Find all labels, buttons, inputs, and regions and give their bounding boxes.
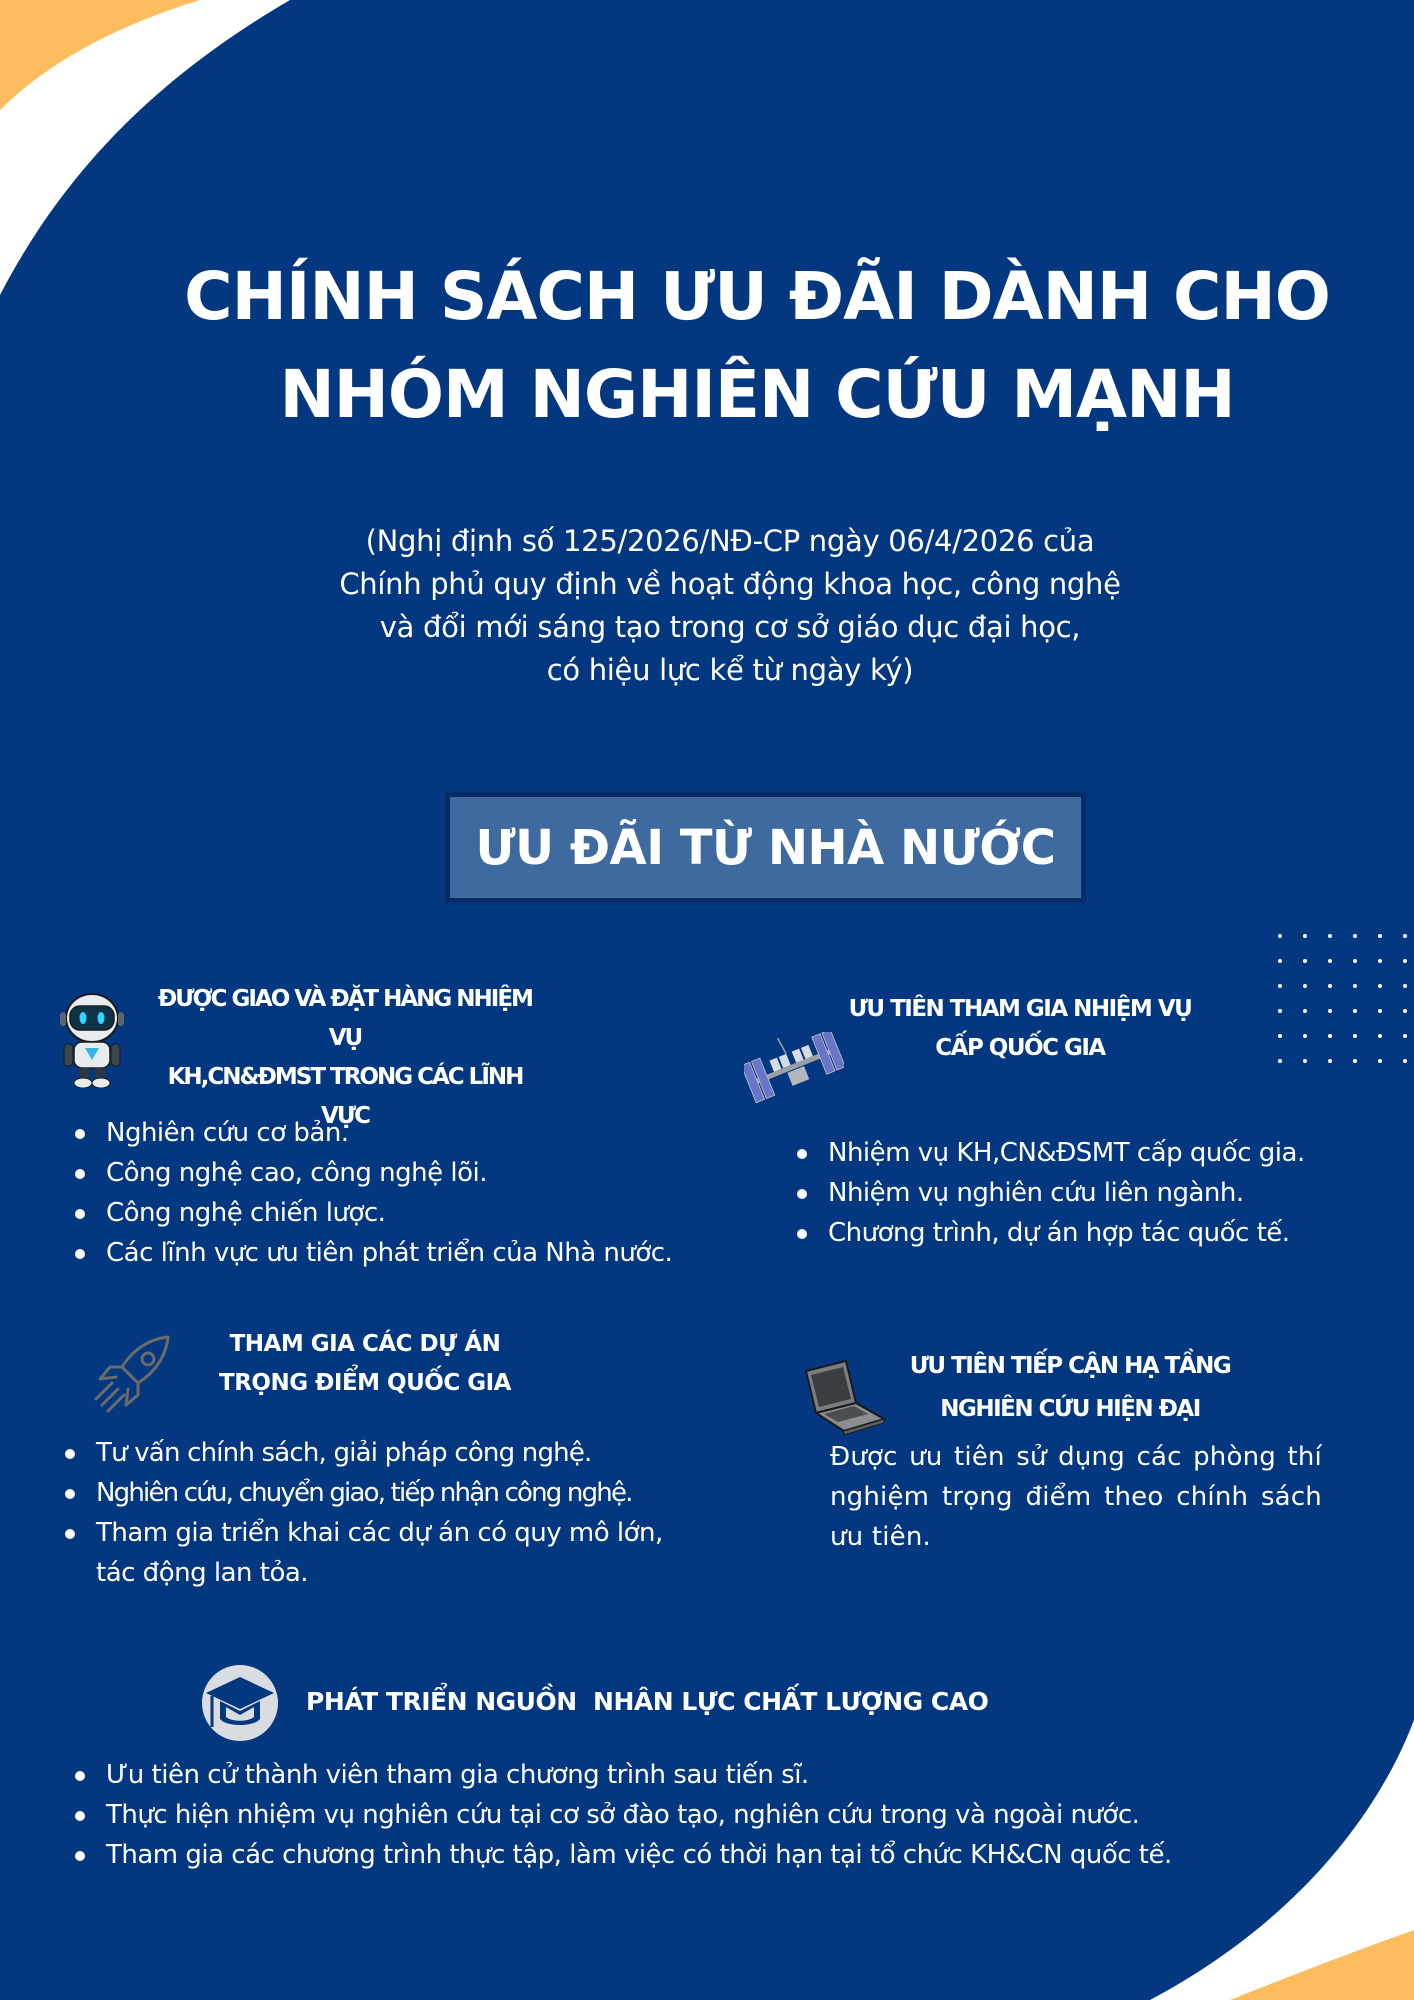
card-paragraph: Được ưu tiên sử dụng các phòng thí nghiệm trọng điểm theo chính sách ưu tiên. [830,1442,1322,1552]
card-title [830,990,1210,1068]
list-item: Công nghệ chiến lược. [72,1193,732,1233]
card-bullet-list [62,1433,702,1593]
dot [1301,932,1326,957]
list-item: Nhiệm vụ nghiên cứu liên ngành. [794,1173,1414,1213]
card-title-line: THAM GIA CÁC DỰ ÁN [229,1331,501,1357]
card-bullet-list [72,1755,1392,1875]
list-item: Nghiên cứu cơ bản. [72,1113,732,1153]
card-modern-infrastructure [790,1345,1390,1575]
card-key-projects [0,1325,720,1605]
list-item: Công nghệ cao, công nghệ lõi. [72,1153,732,1193]
card-title-line: CẤP QUỐC GIA [935,1035,1105,1061]
list-item: Tham gia triển khai các dự án có quy mô lớn, tác động lan tỏa. [62,1513,702,1593]
list-item: Tham gia các chương trình thực tập, làm việc có thời hạn tại tổ chức KH&CN quốc tế. [72,1835,1392,1875]
card-title [165,1325,565,1403]
dot [1401,957,1414,982]
card-title-line: TRỌNG ĐIỂM QUỐC GIA [219,1370,511,1396]
dot [1276,957,1301,982]
title-line-2: NHÓM NGHIÊN CỨU MẠNH [279,356,1235,433]
dot [1376,957,1401,982]
card-title-line: ĐƯỢC GIAO VÀ ĐẶT HÀNG NHIỆM VỤ [158,986,532,1051]
subtitle-line: Chính phủ quy định về hoạt động khoa học, công nghệ [339,567,1121,601]
dot [1401,932,1414,957]
section-banner-label: ƯU ĐÃI TỪ NHÀ NƯỚC [450,797,1081,898]
list-item: Chương trình, dự án hợp tác quốc tế. [794,1213,1414,1253]
list-item: Thực hiện nhiệm vụ nghiên cứu tại cơ sở đào tạo, nghiên cứu trong và ngoài nước. [72,1795,1392,1835]
page-title [100,248,1414,444]
card-bullet-list [72,1113,732,1273]
subtitle-line: và đổi mới sáng tạo trong cơ sở giáo dục đại học, [379,610,1081,644]
list-item: Nhiệm vụ KH,CN&ĐSMT cấp quốc gia. [794,1133,1414,1173]
title-line-1: CHÍNH SÁCH ƯU ĐÃI DÀNH CHO [184,258,1330,335]
list-item: Nghiên cứu, chuyển giao, tiếp nhận công nghệ. [62,1473,702,1513]
list-item: Các lĩnh vực ưu tiên phát triển của Nhà nước. [72,1233,732,1273]
list-item: Tư vấn chính sách, giải pháp công nghệ. [62,1433,702,1473]
card-title [880,1345,1260,1431]
card-assigned-tasks [0,980,720,1280]
card-human-resources [0,1660,1414,1900]
card-title-line: KH,CN&ĐMST TRONG CÁC LĨNH VỰC [167,1064,523,1129]
decree-subtitle [230,520,1230,692]
laptop-icon [798,1359,888,1439]
card-bullet-list [794,1133,1414,1253]
card-title-line: ƯU TIÊN TIẾP CẬN HẠ TẦNG [909,1353,1231,1379]
card-title: PHÁT TRIỂN NGUỒN NHÂN LỰC CHẤT LƯỢNG CAO [306,1687,989,1716]
graduation-cap-icon [202,1665,278,1741]
card-title-line: ƯU TIÊN THAM GIA NHIỆM VỤ [848,996,1192,1022]
dot [1326,932,1351,957]
card-title-line: NGHIÊN CỨU HIỆN ĐẠI [940,1396,1200,1422]
space-station-icon [744,1032,844,1104]
dot [1351,957,1376,982]
robot-icon [54,992,130,1088]
section-banner [445,792,1086,903]
subtitle-line: có hiệu lực kể từ ngày ký) [546,653,914,687]
subtitle-line: (Nghị định số 125/2026/NĐ-CP ngày 06/4/2026 của [365,524,1095,558]
dot [1326,957,1351,982]
list-item: Ưu tiên cử thành viên tham gia chương trình sau tiến sĩ. [72,1755,1392,1795]
dot [1276,932,1301,957]
card-national-tasks [730,990,1414,1260]
dot [1376,932,1401,957]
dot [1351,932,1376,957]
dot [1301,957,1326,982]
